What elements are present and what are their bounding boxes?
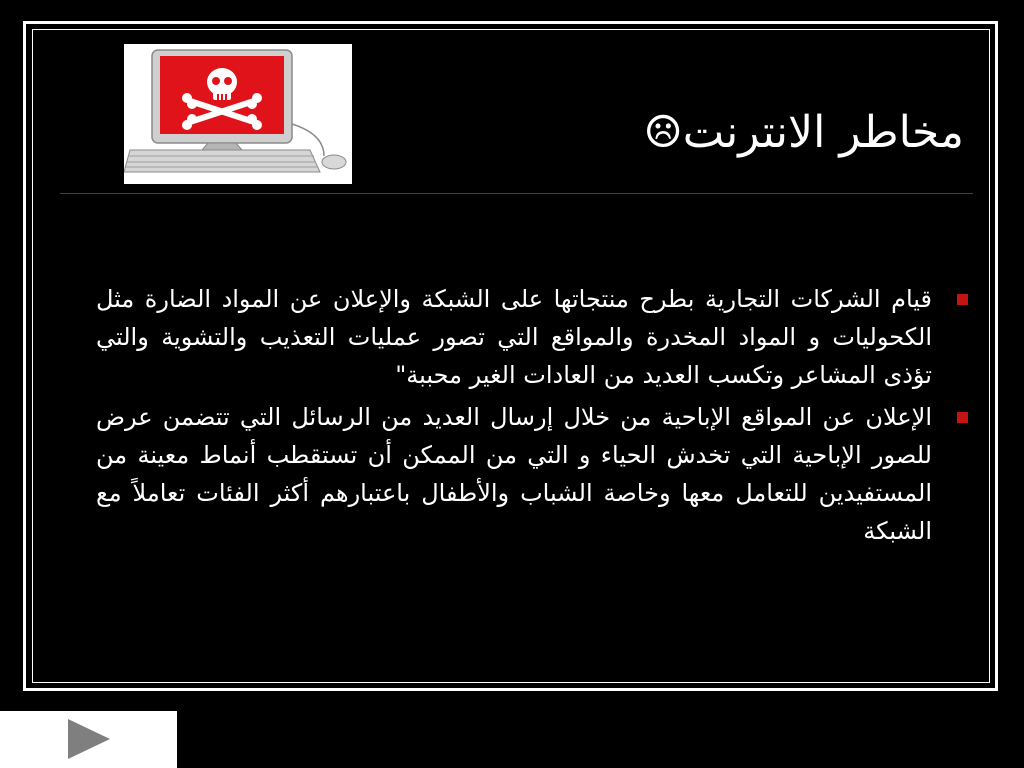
title-divider (60, 193, 973, 194)
square-bullet-icon (957, 294, 968, 305)
bullet-text: الإعلان عن المواقع الإباحية من خلال إرسال العديد من الرسائل التي تتضمن عرض للصور الإباحية التي تخدش الحياء و التي من الممكن أن تستقطب أنماط معينة من المستفيدين للتعامل معها وخاصة الشباب والأطفال باعتبارهم أكثر الفئات تعاملاً مع الشبكة (96, 403, 932, 545)
slide-title: مخاطر الانترنت☹ (643, 107, 964, 158)
computer-skull-icon (124, 44, 352, 184)
bullet-text: قيام الشركات التجارية بطرح منتجاتها على الشبكة والإعلان عن المواد الضارة مثل الكحوليات و المواد المخدرة والمواقع التي تصور عمليات التعذيب والتشوية والتي تؤذى المشاعر وتكسب العديد من العادات الغير محببة" (96, 285, 932, 389)
play-arrow-icon[interactable] (68, 719, 110, 759)
square-bullet-icon (957, 412, 968, 423)
bullet-item (96, 280, 976, 394)
bullet-item (96, 398, 976, 550)
bullet-list (96, 280, 976, 554)
